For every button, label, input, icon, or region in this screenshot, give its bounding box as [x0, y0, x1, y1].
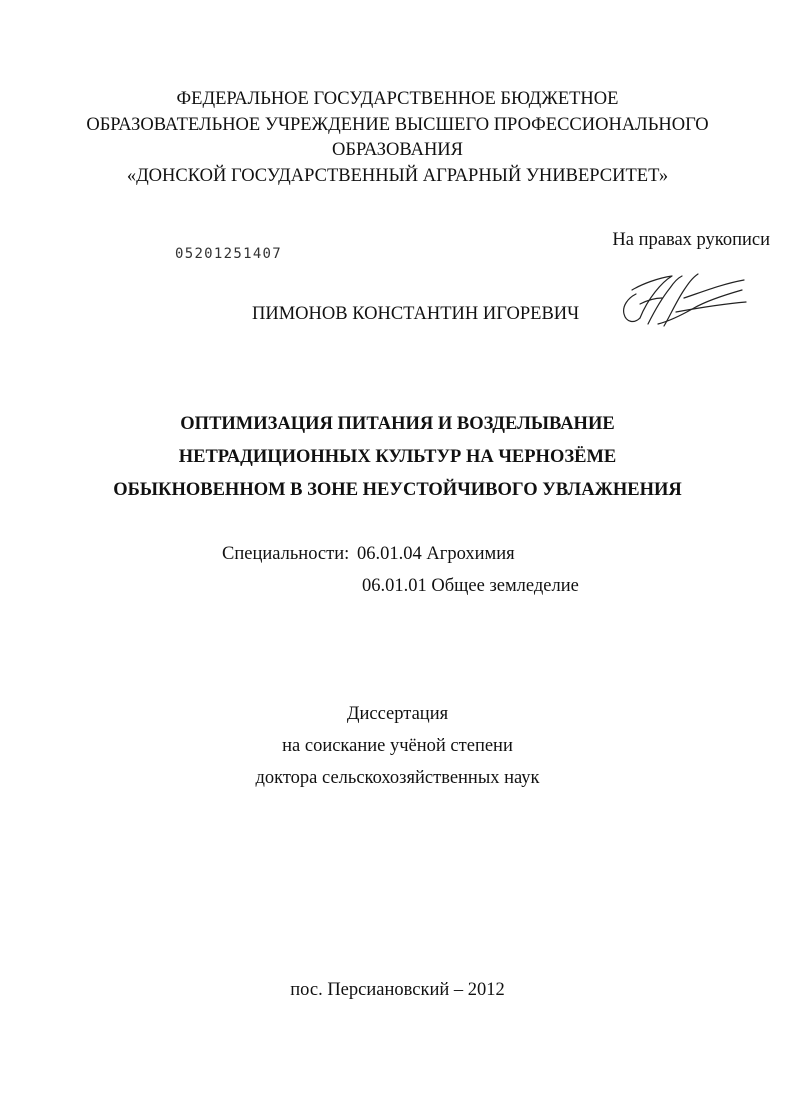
specialties-label: Специальности: — [222, 544, 350, 564]
organization-line-2: ОБРАЗОВАТЕЛЬНОЕ УЧРЕЖДЕНИЕ ВЫСШЕГО ПРОФЕССИОНАЛЬНОГО — [86, 115, 709, 135]
degree-line-1: Диссертация — [346, 704, 449, 724]
document-code: 05201251407 — [175, 246, 283, 262]
organization-line-4: «ДОНСКОЙ ГОСУДАРСТВЕННЫЙ АГРАРНЫЙ УНИВЕРСИТЕТ» — [126, 166, 669, 186]
specialty-item: 06.01.04 Агрохимия — [357, 544, 515, 564]
organization-line-1: ФЕДЕРАЛЬНОЕ ГОСУДАРСТВЕННОЕ БЮДЖЕТНОЕ — [176, 89, 619, 109]
organization-line-3: ОБРАЗОВАНИЯ — [331, 140, 464, 160]
signature-icon — [618, 268, 753, 338]
degree-line-3: доктора сельскохозяйственных наук — [255, 768, 540, 788]
manuscript-note: На правах рукописи — [612, 230, 770, 250]
degree-line-2: на соискание учёной степени — [282, 736, 513, 756]
author-name: ПИМОНОВ КОНСТАНТИН ИГОРЕВИЧ — [252, 304, 580, 324]
specialty-item: 06.01.01 Общее земледелие — [362, 576, 579, 596]
dissertation-title-line-1: ОПТИМИЗАЦИЯ ПИТАНИЯ И ВОЗДЕЛЫВАНИЕ — [180, 414, 615, 434]
place-and-year: пос. Персиановский – 2012 — [290, 980, 505, 1000]
dissertation-title-line-2: НЕТРАДИЦИОННЫХ КУЛЬТУР НА ЧЕРНОЗЁМЕ — [178, 447, 617, 467]
dissertation-title-line-3: ОБЫКНОВЕННОМ В ЗОНЕ НЕУСТОЙЧИВОГО УВЛАЖНЕНИЯ — [113, 480, 682, 500]
